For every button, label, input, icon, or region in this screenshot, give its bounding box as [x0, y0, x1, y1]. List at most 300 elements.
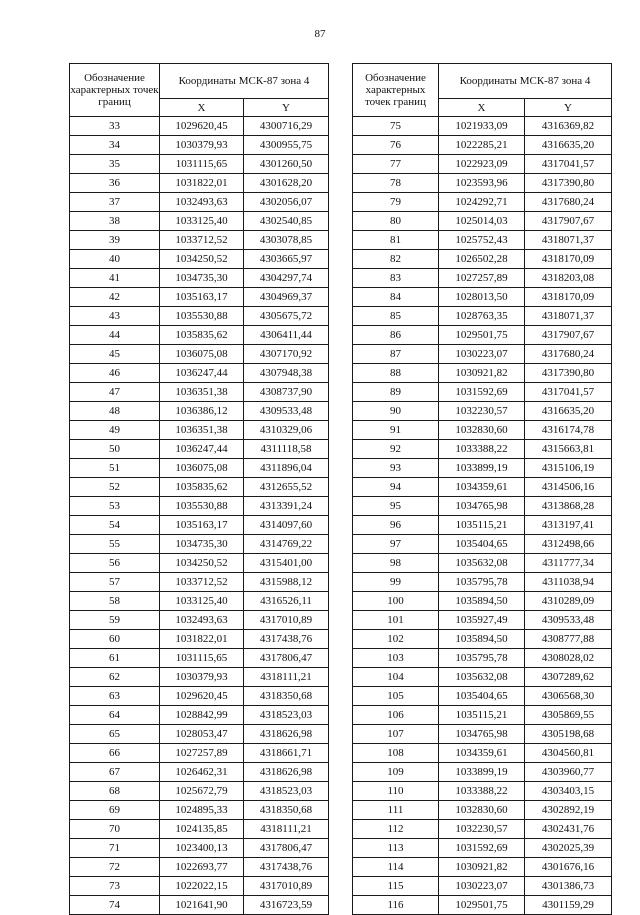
y-coordinate-cell: 4307170,92: [244, 345, 329, 364]
x-coordinate-cell: 1028842,99: [160, 706, 244, 725]
point-number-cell: 67: [70, 763, 160, 782]
table-row: [353, 478, 612, 497]
x-coordinate-cell: 1022285,21: [439, 136, 525, 155]
y-coordinate-cell: 4311777,34: [525, 554, 612, 573]
x-coordinate-cell: 1026462,31: [160, 763, 244, 782]
table-row: [353, 573, 612, 592]
y-coordinate-cell: 4317680,24: [525, 193, 612, 212]
y-coordinate-cell: 4300955,75: [244, 136, 329, 155]
table-row: [70, 573, 329, 592]
y-column-header: Y: [525, 99, 612, 117]
y-coordinate-cell: 4305675,72: [244, 307, 329, 326]
y-coordinate-cell: 4316526,11: [244, 592, 329, 611]
table-row: [70, 687, 329, 706]
x-coordinate-cell: 1032830,60: [439, 421, 525, 440]
x-coordinate-cell: 1035115,21: [439, 706, 525, 725]
table-row: [353, 136, 612, 155]
point-number-cell: 54: [70, 516, 160, 535]
y-coordinate-cell: 4313197,41: [525, 516, 612, 535]
point-number-cell: 112: [353, 820, 439, 839]
page-number: 87: [314, 28, 326, 40]
y-coordinate-cell: 4301260,50: [244, 155, 329, 174]
table-row: [70, 402, 329, 421]
table-row: [70, 763, 329, 782]
x-coordinate-cell: 1021641,90: [160, 896, 244, 915]
y-coordinate-cell: 4313868,28: [525, 497, 612, 516]
coordinates-header: Координаты МСК-87 зона 4: [439, 64, 612, 99]
table-row: [70, 820, 329, 839]
point-number-cell: 93: [353, 459, 439, 478]
table-row: [70, 117, 329, 136]
y-coordinate-cell: 4317438,76: [244, 858, 329, 877]
table-row: [353, 421, 612, 440]
x-coordinate-cell: 1031592,69: [439, 383, 525, 402]
x-coordinate-cell: 1031115,65: [160, 155, 244, 174]
point-number-cell: 68: [70, 782, 160, 801]
x-coordinate-cell: 1025672,79: [160, 782, 244, 801]
y-coordinate-cell: 4318661,71: [244, 744, 329, 763]
table-row: [70, 250, 329, 269]
table-row: [353, 668, 612, 687]
point-number-cell: 42: [70, 288, 160, 307]
point-number-cell: 59: [70, 611, 160, 630]
y-coordinate-cell: 4317806,47: [244, 649, 329, 668]
point-number-cell: 40: [70, 250, 160, 269]
x-coordinate-cell: 1035163,17: [160, 288, 244, 307]
point-number-cell: 56: [70, 554, 160, 573]
x-coordinate-cell: 1030379,93: [160, 136, 244, 155]
point-number-cell: 106: [353, 706, 439, 725]
table-row: [70, 497, 329, 516]
y-coordinate-cell: 4302431,76: [525, 820, 612, 839]
y-coordinate-cell: 4312498,66: [525, 535, 612, 554]
point-number-cell: 41: [70, 269, 160, 288]
table-row: [353, 687, 612, 706]
table-row: [353, 326, 612, 345]
point-number-cell: 76: [353, 136, 439, 155]
y-coordinate-cell: 4316369,82: [525, 117, 612, 136]
table-row: [353, 269, 612, 288]
x-coordinate-cell: 1035835,62: [160, 326, 244, 345]
point-number-cell: 91: [353, 421, 439, 440]
x-coordinate-cell: 1031822,01: [160, 174, 244, 193]
y-coordinate-cell: 4318350,68: [244, 687, 329, 706]
y-coordinate-cell: 4312655,52: [244, 478, 329, 497]
x-coordinate-cell: 1023400,13: [160, 839, 244, 858]
x-coordinate-cell: 1028053,47: [160, 725, 244, 744]
y-coordinate-cell: 4315106,19: [525, 459, 612, 478]
point-number-cell: 74: [70, 896, 160, 915]
y-coordinate-cell: 4316635,20: [525, 402, 612, 421]
x-coordinate-cell: 1025752,43: [439, 231, 525, 250]
y-coordinate-cell: 4318071,37: [525, 307, 612, 326]
y-coordinate-cell: 4308028,02: [525, 649, 612, 668]
point-number-cell: 86: [353, 326, 439, 345]
x-coordinate-cell: 1029620,45: [160, 117, 244, 136]
x-coordinate-cell: 1034735,30: [160, 535, 244, 554]
table-row: [353, 440, 612, 459]
point-designation-header: Обозначение характерных точек границ: [353, 64, 439, 117]
x-coordinate-cell: 1035404,65: [439, 687, 525, 706]
x-coordinate-cell: 1033125,40: [160, 212, 244, 231]
table-row: [70, 896, 329, 915]
point-number-cell: 82: [353, 250, 439, 269]
table-row: [353, 345, 612, 364]
coordinates-table-right: [352, 63, 612, 915]
point-number-cell: 92: [353, 440, 439, 459]
y-coordinate-cell: 4314097,60: [244, 516, 329, 535]
x-coordinate-cell: 1024292,71: [439, 193, 525, 212]
point-number-cell: 113: [353, 839, 439, 858]
y-coordinate-cell: 4315988,12: [244, 573, 329, 592]
x-column-header: X: [439, 99, 525, 117]
table-row: [353, 554, 612, 573]
y-coordinate-cell: 4317907,67: [525, 326, 612, 345]
x-coordinate-cell: 1036351,38: [160, 421, 244, 440]
x-coordinate-cell: 1032230,57: [439, 402, 525, 421]
table-row: [70, 440, 329, 459]
table-row: [353, 383, 612, 402]
point-number-cell: 71: [70, 839, 160, 858]
point-number-cell: 73: [70, 877, 160, 896]
x-coordinate-cell: 1035795,78: [439, 573, 525, 592]
table-row: [70, 839, 329, 858]
x-coordinate-cell: 1030921,82: [439, 858, 525, 877]
x-coordinate-cell: 1034359,61: [439, 744, 525, 763]
point-number-cell: 65: [70, 725, 160, 744]
point-number-cell: 101: [353, 611, 439, 630]
point-number-cell: 78: [353, 174, 439, 193]
table-row: [353, 877, 612, 896]
point-number-cell: 66: [70, 744, 160, 763]
point-number-cell: 72: [70, 858, 160, 877]
table-row: [353, 250, 612, 269]
table-row: [70, 782, 329, 801]
x-coordinate-cell: 1033899,19: [439, 763, 525, 782]
y-coordinate-cell: 4302540,85: [244, 212, 329, 231]
point-number-cell: 107: [353, 725, 439, 744]
x-coordinate-cell: 1035404,65: [439, 535, 525, 554]
y-coordinate-cell: 4313391,24: [244, 497, 329, 516]
y-coordinate-cell: 4318350,68: [244, 801, 329, 820]
point-number-cell: 111: [353, 801, 439, 820]
y-coordinate-cell: 4316174,78: [525, 421, 612, 440]
y-coordinate-cell: 4306411,44: [244, 326, 329, 345]
x-coordinate-cell: 1036247,44: [160, 440, 244, 459]
x-coordinate-cell: 1034359,61: [439, 478, 525, 497]
table-header: [70, 64, 329, 117]
x-coordinate-cell: 1030379,93: [160, 668, 244, 687]
y-coordinate-cell: 4311118,58: [244, 440, 329, 459]
table-row: [353, 497, 612, 516]
y-coordinate-cell: 4303403,15: [525, 782, 612, 801]
x-coordinate-cell: 1035530,88: [160, 497, 244, 516]
table-row: [353, 212, 612, 231]
table-row: [70, 877, 329, 896]
y-coordinate-cell: 4318523,03: [244, 706, 329, 725]
x-coordinate-cell: 1024135,85: [160, 820, 244, 839]
y-coordinate-cell: 4309533,48: [244, 402, 329, 421]
y-coordinate-cell: 4318523,03: [244, 782, 329, 801]
point-number-cell: 39: [70, 231, 160, 250]
y-coordinate-cell: 4302056,07: [244, 193, 329, 212]
x-column-header: X: [160, 99, 244, 117]
point-number-cell: 51: [70, 459, 160, 478]
point-number-cell: 53: [70, 497, 160, 516]
x-coordinate-cell: 1032830,60: [439, 801, 525, 820]
x-coordinate-cell: 1028763,35: [439, 307, 525, 326]
point-number-cell: 75: [353, 117, 439, 136]
y-coordinate-cell: 4318626,98: [244, 763, 329, 782]
x-coordinate-cell: 1029501,75: [439, 896, 525, 915]
table-row: [70, 725, 329, 744]
y-coordinate-cell: 4304969,37: [244, 288, 329, 307]
table-row: [70, 592, 329, 611]
y-coordinate-cell: 4317390,80: [525, 174, 612, 193]
y-coordinate-cell: 4301159,29: [525, 896, 612, 915]
table-row: [70, 307, 329, 326]
x-coordinate-cell: 1031115,65: [160, 649, 244, 668]
x-coordinate-cell: 1033712,52: [160, 573, 244, 592]
point-number-cell: 70: [70, 820, 160, 839]
point-number-cell: 89: [353, 383, 439, 402]
point-number-cell: 116: [353, 896, 439, 915]
point-number-cell: 63: [70, 687, 160, 706]
x-coordinate-cell: 1035530,88: [160, 307, 244, 326]
table-row: [353, 155, 612, 174]
point-number-cell: 62: [70, 668, 160, 687]
table-row: [70, 535, 329, 554]
y-coordinate-cell: 4308777,88: [525, 630, 612, 649]
table-row: [353, 763, 612, 782]
point-number-cell: 36: [70, 174, 160, 193]
x-coordinate-cell: 1034250,52: [160, 554, 244, 573]
point-number-cell: 48: [70, 402, 160, 421]
point-number-cell: 88: [353, 364, 439, 383]
x-coordinate-cell: 1030921,82: [439, 364, 525, 383]
point-number-cell: 34: [70, 136, 160, 155]
table-body: [353, 117, 612, 915]
y-coordinate-cell: 4318626,98: [244, 725, 329, 744]
x-coordinate-cell: 1022693,77: [160, 858, 244, 877]
y-coordinate-cell: 4303665,97: [244, 250, 329, 269]
x-coordinate-cell: 1031592,69: [439, 839, 525, 858]
y-coordinate-cell: 4317010,89: [244, 877, 329, 896]
point-number-cell: 104: [353, 668, 439, 687]
x-coordinate-cell: 1027257,89: [160, 744, 244, 763]
x-coordinate-cell: 1035115,21: [439, 516, 525, 535]
table-row: [70, 801, 329, 820]
point-number-cell: 69: [70, 801, 160, 820]
x-coordinate-cell: 1034250,52: [160, 250, 244, 269]
x-coordinate-cell: 1033125,40: [160, 592, 244, 611]
table-row: [353, 630, 612, 649]
y-coordinate-cell: 4316723,59: [244, 896, 329, 915]
x-coordinate-cell: 1033388,22: [439, 782, 525, 801]
point-number-cell: 60: [70, 630, 160, 649]
x-coordinate-cell: 1033388,22: [439, 440, 525, 459]
table-row: [70, 611, 329, 630]
x-coordinate-cell: 1027257,89: [439, 269, 525, 288]
x-coordinate-cell: 1034765,98: [439, 725, 525, 744]
table-row: [353, 288, 612, 307]
table-row: [353, 649, 612, 668]
x-coordinate-cell: 1036386,12: [160, 402, 244, 421]
point-number-cell: 110: [353, 782, 439, 801]
y-coordinate-cell: 4302892,19: [525, 801, 612, 820]
y-coordinate-cell: 4306568,30: [525, 687, 612, 706]
x-coordinate-cell: 1035835,62: [160, 478, 244, 497]
table-row: [353, 459, 612, 478]
x-coordinate-cell: 1035632,08: [439, 554, 525, 573]
point-number-cell: 103: [353, 649, 439, 668]
point-number-cell: 98: [353, 554, 439, 573]
y-coordinate-cell: 4318170,09: [525, 250, 612, 269]
y-coordinate-cell: 4318111,21: [244, 668, 329, 687]
x-coordinate-cell: 1023593,96: [439, 174, 525, 193]
table-row: [70, 421, 329, 440]
point-number-cell: 52: [70, 478, 160, 497]
y-coordinate-cell: 4300716,29: [244, 117, 329, 136]
table-row: [70, 383, 329, 402]
point-number-cell: 35: [70, 155, 160, 174]
coordinates-header: Координаты МСК-87 зона 4: [160, 64, 329, 99]
table-row: [353, 174, 612, 193]
point-number-cell: 83: [353, 269, 439, 288]
table-row: [353, 231, 612, 250]
y-coordinate-cell: 4315401,00: [244, 554, 329, 573]
table-row: [70, 288, 329, 307]
x-coordinate-cell: 1036351,38: [160, 383, 244, 402]
table-row: [353, 516, 612, 535]
table-row: [353, 535, 612, 554]
coordinates-table-left: [69, 63, 329, 915]
y-coordinate-cell: 4304297,74: [244, 269, 329, 288]
table-row: [70, 478, 329, 497]
x-coordinate-cell: 1036075,08: [160, 345, 244, 364]
x-coordinate-cell: 1034765,98: [439, 497, 525, 516]
point-number-cell: 46: [70, 364, 160, 383]
x-coordinate-cell: 1022022,15: [160, 877, 244, 896]
x-coordinate-cell: 1029501,75: [439, 326, 525, 345]
table-row: [70, 231, 329, 250]
y-coordinate-cell: 4303960,77: [525, 763, 612, 782]
point-number-cell: 84: [353, 288, 439, 307]
point-number-cell: 80: [353, 212, 439, 231]
y-coordinate-cell: 4318203,08: [525, 269, 612, 288]
point-number-cell: 100: [353, 592, 439, 611]
table-row: [353, 896, 612, 915]
x-coordinate-cell: 1034735,30: [160, 269, 244, 288]
point-number-cell: 38: [70, 212, 160, 231]
table-row: [353, 782, 612, 801]
y-column-header: Y: [244, 99, 329, 117]
x-coordinate-cell: 1035894,50: [439, 630, 525, 649]
table-row: [70, 174, 329, 193]
y-coordinate-cell: 4310289,09: [525, 592, 612, 611]
y-coordinate-cell: 4311038,94: [525, 573, 612, 592]
y-coordinate-cell: 4317390,80: [525, 364, 612, 383]
table-row: [70, 668, 329, 687]
point-number-cell: 61: [70, 649, 160, 668]
table-row: [353, 193, 612, 212]
point-number-cell: 115: [353, 877, 439, 896]
point-number-cell: 37: [70, 193, 160, 212]
table-row: [70, 706, 329, 725]
x-coordinate-cell: 1036247,44: [160, 364, 244, 383]
point-number-cell: 64: [70, 706, 160, 725]
y-coordinate-cell: 4317907,67: [525, 212, 612, 231]
table-row: [70, 744, 329, 763]
table-row: [70, 345, 329, 364]
x-coordinate-cell: 1029620,45: [160, 687, 244, 706]
table-row: [70, 212, 329, 231]
y-coordinate-cell: 4310329,06: [244, 421, 329, 440]
point-number-cell: 114: [353, 858, 439, 877]
y-coordinate-cell: 4318170,09: [525, 288, 612, 307]
table-row: [70, 649, 329, 668]
point-number-cell: 99: [353, 573, 439, 592]
point-number-cell: 94: [353, 478, 439, 497]
y-coordinate-cell: 4304560,81: [525, 744, 612, 763]
table-row: [353, 307, 612, 326]
point-number-cell: 85: [353, 307, 439, 326]
y-coordinate-cell: 4317680,24: [525, 345, 612, 364]
y-coordinate-cell: 4301676,16: [525, 858, 612, 877]
table-row: [70, 193, 329, 212]
table-row: [353, 706, 612, 725]
x-coordinate-cell: 1031822,01: [160, 630, 244, 649]
y-coordinate-cell: 4318071,37: [525, 231, 612, 250]
x-coordinate-cell: 1036075,08: [160, 459, 244, 478]
x-coordinate-cell: 1026502,28: [439, 250, 525, 269]
point-number-cell: 95: [353, 497, 439, 516]
y-coordinate-cell: 4317041,57: [525, 383, 612, 402]
point-number-cell: 97: [353, 535, 439, 554]
point-number-cell: 43: [70, 307, 160, 326]
x-coordinate-cell: 1033712,52: [160, 231, 244, 250]
x-coordinate-cell: 1028013,50: [439, 288, 525, 307]
table-row: [70, 858, 329, 877]
table-row: [70, 155, 329, 174]
table-row: [353, 611, 612, 630]
point-number-cell: 47: [70, 383, 160, 402]
y-coordinate-cell: 4307289,62: [525, 668, 612, 687]
x-coordinate-cell: 1032493,63: [160, 193, 244, 212]
y-coordinate-cell: 4314506,16: [525, 478, 612, 497]
y-coordinate-cell: 4315663,81: [525, 440, 612, 459]
table-row: [70, 554, 329, 573]
y-coordinate-cell: 4317806,47: [244, 839, 329, 858]
y-coordinate-cell: 4301628,20: [244, 174, 329, 193]
y-coordinate-cell: 4305869,55: [525, 706, 612, 725]
table-row: [353, 820, 612, 839]
table-row: [70, 136, 329, 155]
point-number-cell: 45: [70, 345, 160, 364]
x-coordinate-cell: 1022923,09: [439, 155, 525, 174]
y-coordinate-cell: 4316635,20: [525, 136, 612, 155]
table-row: [70, 459, 329, 478]
table-row: [353, 592, 612, 611]
x-coordinate-cell: 1035927,49: [439, 611, 525, 630]
table-row: [353, 402, 612, 421]
point-number-cell: 50: [70, 440, 160, 459]
point-number-cell: 105: [353, 687, 439, 706]
point-number-cell: 57: [70, 573, 160, 592]
y-coordinate-cell: 4317041,57: [525, 155, 612, 174]
y-coordinate-cell: 4317010,89: [244, 611, 329, 630]
point-number-cell: 44: [70, 326, 160, 345]
